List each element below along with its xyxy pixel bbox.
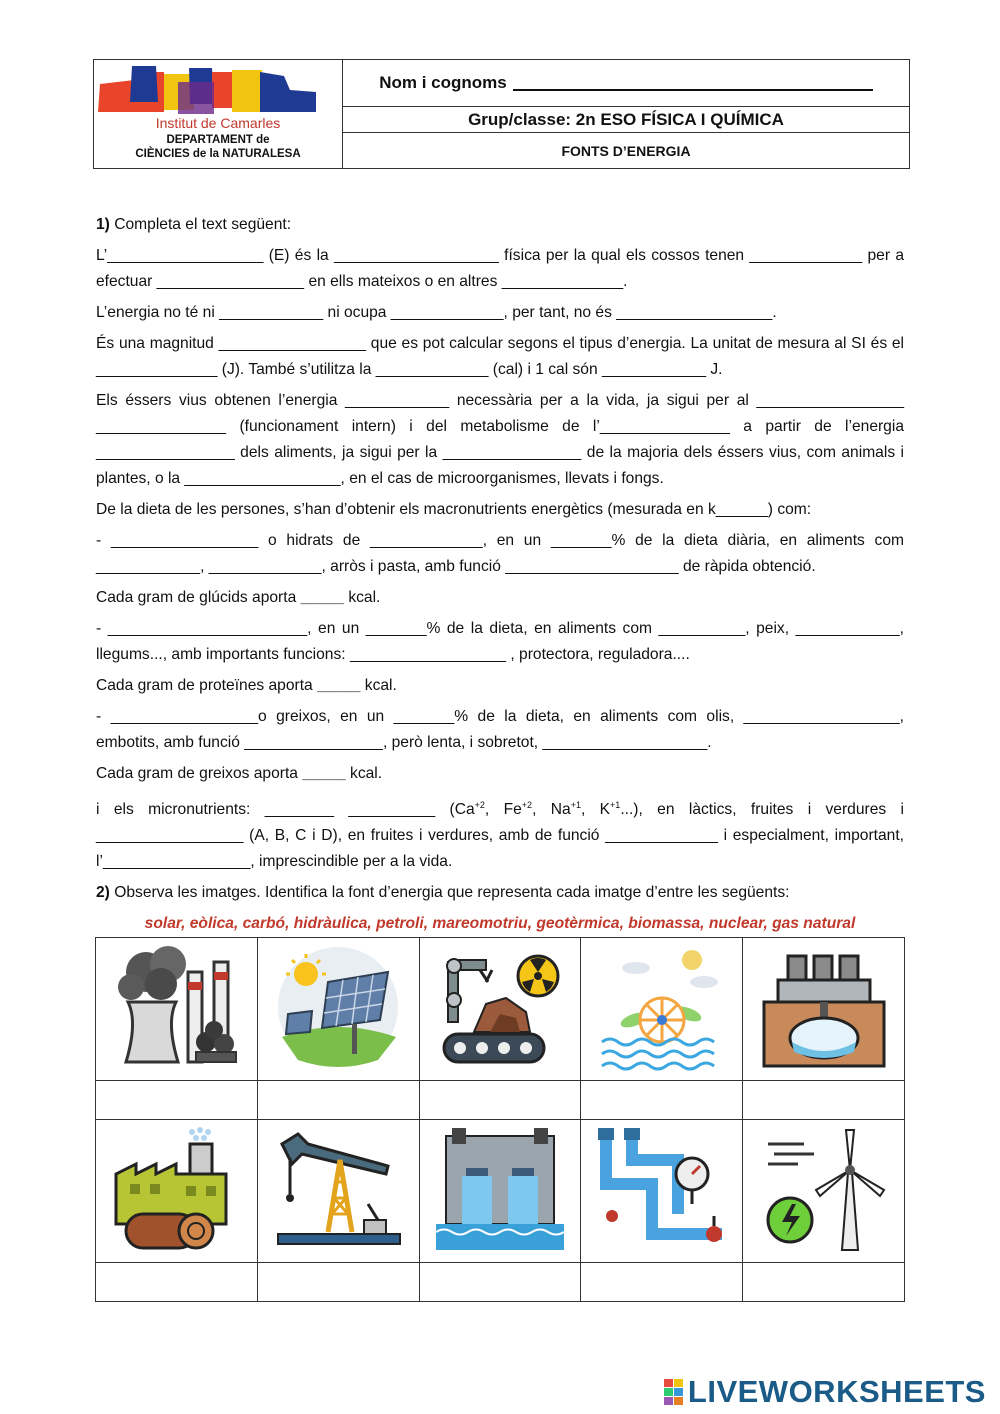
exercise2-instruction: Observa les imatges. Identifica la font d’energia que representa cada imatge d’entre les següents: [114, 884, 790, 902]
superscript: +1 [610, 800, 621, 810]
cell-oil [257, 1120, 419, 1263]
cell-hydro [419, 1120, 581, 1263]
kcal-unit: kcal. [348, 589, 381, 606]
cell-nuclear [96, 938, 258, 1081]
micronutrients-text: i els micronutrients: ________ __________ (Ca [96, 801, 475, 819]
paragraph-6[interactable]: - _________________ o hidrats de _____________, en un _______% de la dieta diària, en aliments com ____________, _____________, arròs i pasta, amb funció ____________________ de ràpida obtenció. [96, 532, 904, 575]
biomass-factory-icon [106, 1124, 246, 1254]
answer-cell-4[interactable] [581, 1081, 743, 1120]
exercise2-heading [96, 880, 904, 906]
coal-mining-icon [430, 942, 570, 1072]
cell-geothermal [581, 1120, 743, 1263]
group-row [343, 107, 909, 133]
answer-cell-10[interactable] [743, 1263, 905, 1302]
department-line-1: DEPARTAMENT de [166, 134, 270, 146]
kcal-unit: kcal. [350, 765, 383, 782]
department-name [94, 133, 342, 161]
paragraph-8[interactable]: - _______________________, en un _______% de la dieta, en aliments com __________, peix, ____________, llegums..., amb importants funcions: __________________ , protectora, reguladora.... [96, 620, 904, 663]
topic-row [343, 133, 909, 168]
paragraph-11[interactable] [96, 761, 904, 787]
cell-tidal [581, 938, 743, 1081]
paragraph-1[interactable]: L’__________________ (E) és la ___________________ física per la qual els cossos tenen _____________ per a efectuar _________________ en ells mateixos o en altres ______________. [96, 247, 904, 290]
department-line-2: CIÈNCIES de la NATURALESA [135, 148, 301, 160]
school-logo-block [94, 60, 343, 168]
cell-solar [257, 938, 419, 1081]
paragraph-9[interactable] [96, 673, 904, 699]
oil-pump-icon [268, 1124, 408, 1254]
tidal-wave-icon [592, 942, 732, 1072]
answer-cell-5[interactable] [743, 1081, 905, 1120]
paragraph-5[interactable]: De la dieta de les persones, s’han d’obtenir els macronutrients energètics (mesurada en k______) com: [96, 501, 812, 518]
glucids-label: Cada gram de glúcids aporta [96, 589, 297, 606]
group-label: Grup/classe: 2n ESO FÍSICA I QUÍMICA [468, 109, 784, 129]
exercise1-instruction: Completa el text següent: [114, 216, 292, 233]
kcal-unit: kcal. [364, 677, 397, 694]
fats-blank[interactable]: _____ [302, 765, 346, 782]
school-name: Institut de Camarles [155, 115, 281, 131]
exercise1-heading [96, 212, 904, 238]
micronutrients-text: , K [580, 801, 611, 819]
dam-icon [430, 1124, 570, 1254]
cell-gas [743, 938, 905, 1081]
answer-cell-9[interactable] [581, 1263, 743, 1302]
exercise1-number: 1) [96, 216, 110, 233]
energy-options: solar, eòlica, carbó, hidràulica, petroli, mareomotriu, geotèrmica, biomassa, nuclear, gas natural [144, 915, 856, 933]
nuclear-plant-icon [106, 942, 246, 1072]
cell-coal [419, 938, 581, 1081]
worksheet-header [93, 59, 910, 169]
liveworksheets-text: LIVEWORKSHEETS [687, 1374, 986, 1409]
proteins-blank[interactable]: _____ [317, 677, 361, 694]
wind-turbine-icon [754, 1124, 894, 1254]
paragraph-12[interactable] [96, 792, 904, 875]
name-input-line[interactable] [513, 75, 873, 91]
answer-cell-7[interactable] [257, 1263, 419, 1302]
answer-cell-2[interactable] [257, 1081, 419, 1120]
micronutrients-text: , Na [532, 801, 571, 819]
superscript: +2 [474, 800, 485, 810]
paragraph-3[interactable]: És una magnitud _________________ que es pot calcular segons el tipus d’energia. La unitat de mesura al SI és el ______________ (J). També s’utilitza la _____________ (cal) i 1 cal són ____________ J. [96, 335, 904, 378]
liveworksheets-mark-icon [664, 1379, 684, 1405]
name-label: Nom i cognoms [379, 73, 507, 92]
paragraph-2[interactable]: L’energia no té ni ____________ ni ocupa _____________, per tant, no és __________________. [96, 304, 777, 321]
superscript: +1 [570, 800, 581, 810]
glucids-blank[interactable]: _____ [300, 589, 344, 606]
name-row [343, 60, 909, 107]
answer-cell-8[interactable] [419, 1263, 581, 1302]
answer-cell-6[interactable] [96, 1263, 258, 1302]
micronutrients-text: , Fe [484, 801, 522, 819]
cell-wind [743, 1120, 905, 1263]
solar-panel-icon [268, 942, 408, 1072]
paragraph-10[interactable]: - _________________o greixos, en un _______% de la dieta, en aliments com olis, __________________, embotits, amb funció ________________, però lenta, i sobretot, ___________________. [96, 708, 904, 751]
proteins-label: Cada gram de proteïnes aporta [96, 677, 313, 694]
liveworksheets-logo[interactable] [664, 1374, 986, 1410]
energy-image-grid [95, 937, 905, 1302]
paragraph-4[interactable]: Els éssers vius obtenen l’energia ____________ necessària per a la vida, ja sigui per al _________________ _______________ (funcionament intern) i del metabolisme de l’_______________ a partir de l’energia ________________ dels aliments, ja sigui per la ________________ de la majoria dels éssers vius, com animals i plantes, o la __________________, en el cas de microorganismes, llevats i fongs. [96, 392, 904, 487]
cell-biomass [96, 1120, 258, 1263]
answer-cell-1[interactable] [96, 1081, 258, 1120]
superscript: +2 [521, 800, 533, 810]
gas-storage-icon [754, 942, 894, 1072]
geothermal-pipes-icon [592, 1124, 732, 1254]
exercise2-number: 2) [96, 884, 110, 902]
topic-title: FONTS D’ENERGIA [561, 142, 691, 159]
paragraph-7[interactable] [96, 585, 904, 611]
exercise-text [96, 212, 904, 942]
school-logo-icon [94, 62, 342, 118]
answer-cell-3[interactable] [419, 1081, 581, 1120]
fats-label: Cada gram de greixos aporta [96, 765, 298, 782]
micronutrients-text: ...), en làctics, fruites i verdures i _________________ (A, B, C i D), en fruites i verdures, amb de funció _____________ i especialment, important, l’_________________, imprescindible per a la vida. [96, 801, 904, 871]
